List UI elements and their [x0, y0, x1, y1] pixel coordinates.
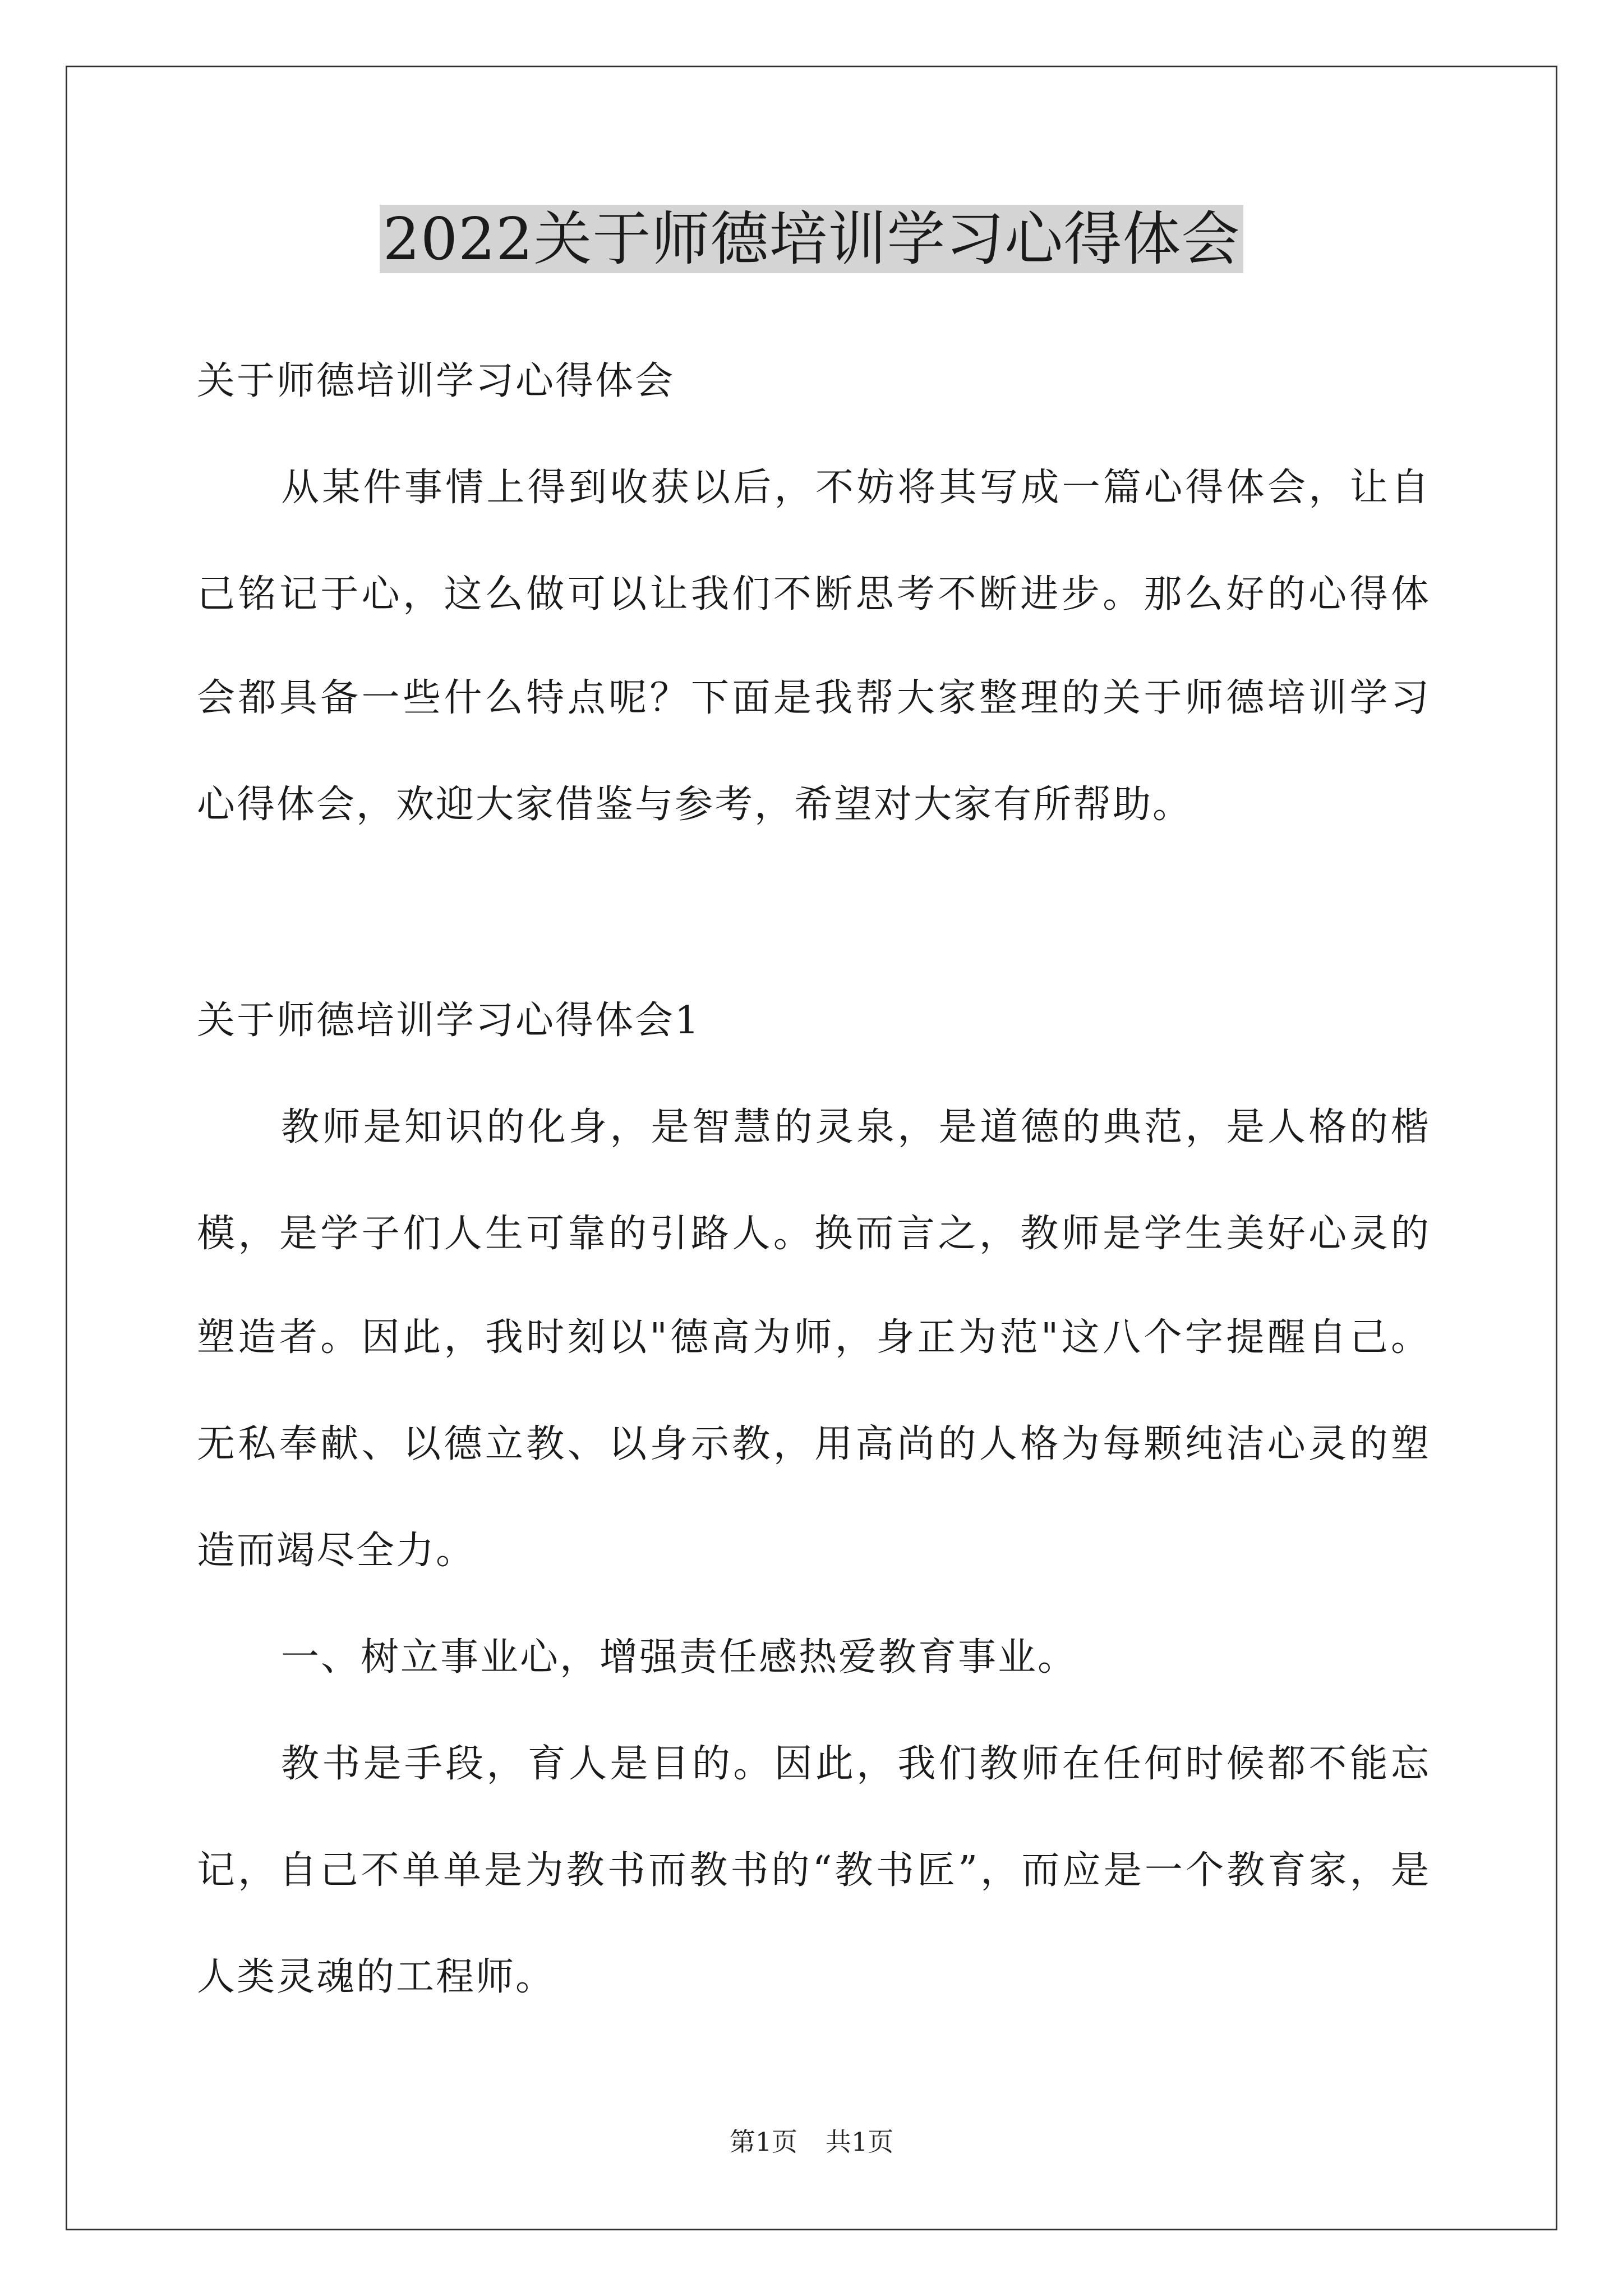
body-line: 模，是学子们人生可靠的引路人。换而言之，教师是学生美好心灵的 — [197, 1212, 1431, 1256]
page-total: 共1页 — [826, 2127, 894, 2157]
body-line: 造而竭尽全力。 — [197, 1529, 476, 1573]
body-line: 教书是手段，育人是目的。因此，我们教师在任何时候都不能忘 — [281, 1742, 1431, 1786]
intro-line: 会都具备一些什么特点呢？下面是我帮大家整理的关于师德培训学习 — [197, 676, 1431, 720]
body-line: 塑造者。因此，我时刻以"德高为师，身正为范"这八个字提醒自己。 — [197, 1315, 1431, 1360]
point-heading: 一、树立事业心，增强责任感热爱教育事业。 — [281, 1635, 1078, 1680]
body-line: 无私奉献、以德立教、以身示教，用高尚的人格为每颗纯洁心灵的塑 — [197, 1422, 1431, 1466]
body-line: 人类灵魂的工程师。 — [197, 1955, 556, 1999]
subtitle: 关于师德培训学习心得体会 — [197, 359, 675, 403]
intro-line: 己铭记于心，这么做可以让我们不断思考不断进步。那么好的心得体 — [197, 572, 1431, 616]
section-heading: 关于师德培训学习心得体会1 — [197, 999, 701, 1043]
document-title: 2022关于师德培训学习心得体会 — [0, 200, 1623, 278]
body-line: 记，自己不单单是为教书而教书的“教书匠”，而应是一个教育家，是 — [197, 1848, 1431, 1893]
page-footer — [0, 2125, 1623, 2159]
intro-line: 心得体会，欢迎大家借鉴与参考，希望对大家有所帮助。 — [197, 783, 1193, 827]
page-number: 第1页 — [729, 2127, 797, 2157]
intro-line: 从某件事情上得到收获以后，不妨将其写成一篇心得体会，让自 — [281, 466, 1431, 510]
body-line: 教师是知识的化身，是智慧的灵泉，是道德的典范，是人格的楷 — [281, 1105, 1431, 1149]
